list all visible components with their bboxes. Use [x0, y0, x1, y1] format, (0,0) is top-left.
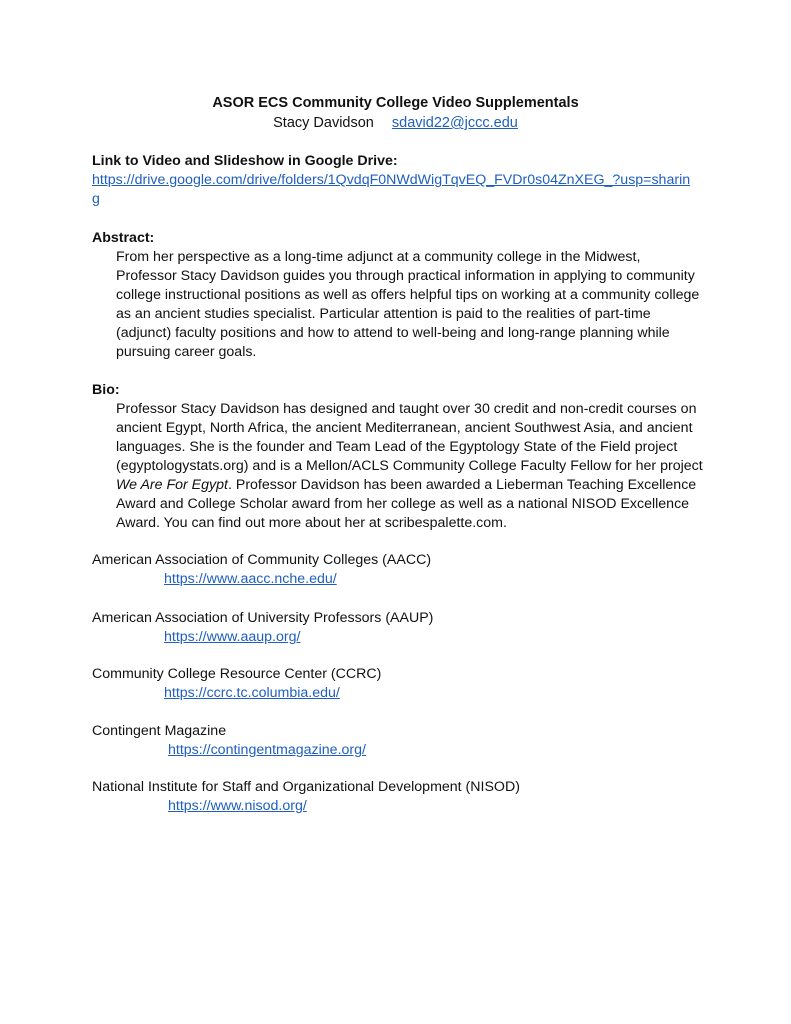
resource-link[interactable]: https://www.nisod.org/ [168, 798, 307, 814]
bio-project-title: We Are For Egypt [116, 477, 228, 493]
title-block [0, 93, 791, 133]
drive-heading: Link to Video and Slideshow in Google Drive: [92, 153, 398, 169]
author-line [0, 113, 791, 133]
resource-nisod [92, 778, 712, 816]
bio-text-after: . Professor Davidson has been awarded a Lieberman Teaching Excellence Award and College Scholar award from her college as well as a national NISOD Excellence Award. You can find out more about her at scribespalette.com. [116, 477, 697, 531]
abstract-text: From her perspective as a long-time adjunct at a community college in the Midwest, Professor Stacy Davidson guides you through practical information in applying to community college instructional positions as well as offers helpful tips on working at a community college as an ancient studies specialist. Particular attention is paid to the realities of part-time (adjunct) faculty positions and how to attend to well-being and long-range planning while pursuing career goals. [116, 249, 700, 360]
resource-aacc [92, 551, 712, 589]
resource-name: American Association of University Professors (AAUP) [92, 610, 434, 626]
document-title: ASOR ECS Community College Video Supplementals [212, 95, 579, 111]
resource-aaup [92, 609, 712, 647]
resource-link[interactable]: https://ccrc.tc.columbia.edu/ [164, 685, 340, 701]
bio-text-before: Professor Stacy Davidson has designed and taught over 30 credit and non-credit courses on ancient Egypt, North Africa, the ancient Mediterranean, ancient Southwest Asia, and ancient languages. She is the founder and Team Lead of the Egyptology State of the Field project (egyptologystats.org) and is a Mellon/ACLS Community College Faculty Fellow for her project [116, 401, 703, 474]
bio-text [92, 400, 704, 533]
resource-link[interactable]: https://www.aacc.nche.edu/ [164, 571, 337, 587]
bio-heading: Bio: [92, 382, 120, 398]
resource-link[interactable]: https://www.aaup.org/ [164, 629, 301, 645]
abstract-heading: Abstract: [92, 230, 155, 246]
resource-name: American Association of Community Colleges (AACC) [92, 552, 432, 568]
bio-section [92, 381, 704, 533]
resource-name: Community College Resource Center (CCRC) [92, 666, 382, 682]
author-name: Stacy Davidson [273, 115, 374, 131]
resource-ccrc [92, 665, 712, 703]
resource-name: National Institute for Staff and Organizational Development (NISOD) [92, 779, 520, 795]
resource-link[interactable]: https://contingentmagazine.org/ [168, 742, 366, 758]
drive-section [92, 152, 704, 209]
drive-link[interactable]: https://drive.google.com/drive/folders/1QvdqF0NWdWigTqvEQ_FVDr0s04ZnXEG_?usp=sharing [92, 172, 691, 207]
author-email-link[interactable]: sdavid22@jccc.edu [391, 115, 518, 131]
resource-name: Contingent Magazine [92, 723, 227, 739]
resource-contingent-magazine [92, 722, 712, 760]
abstract-section [92, 229, 704, 362]
